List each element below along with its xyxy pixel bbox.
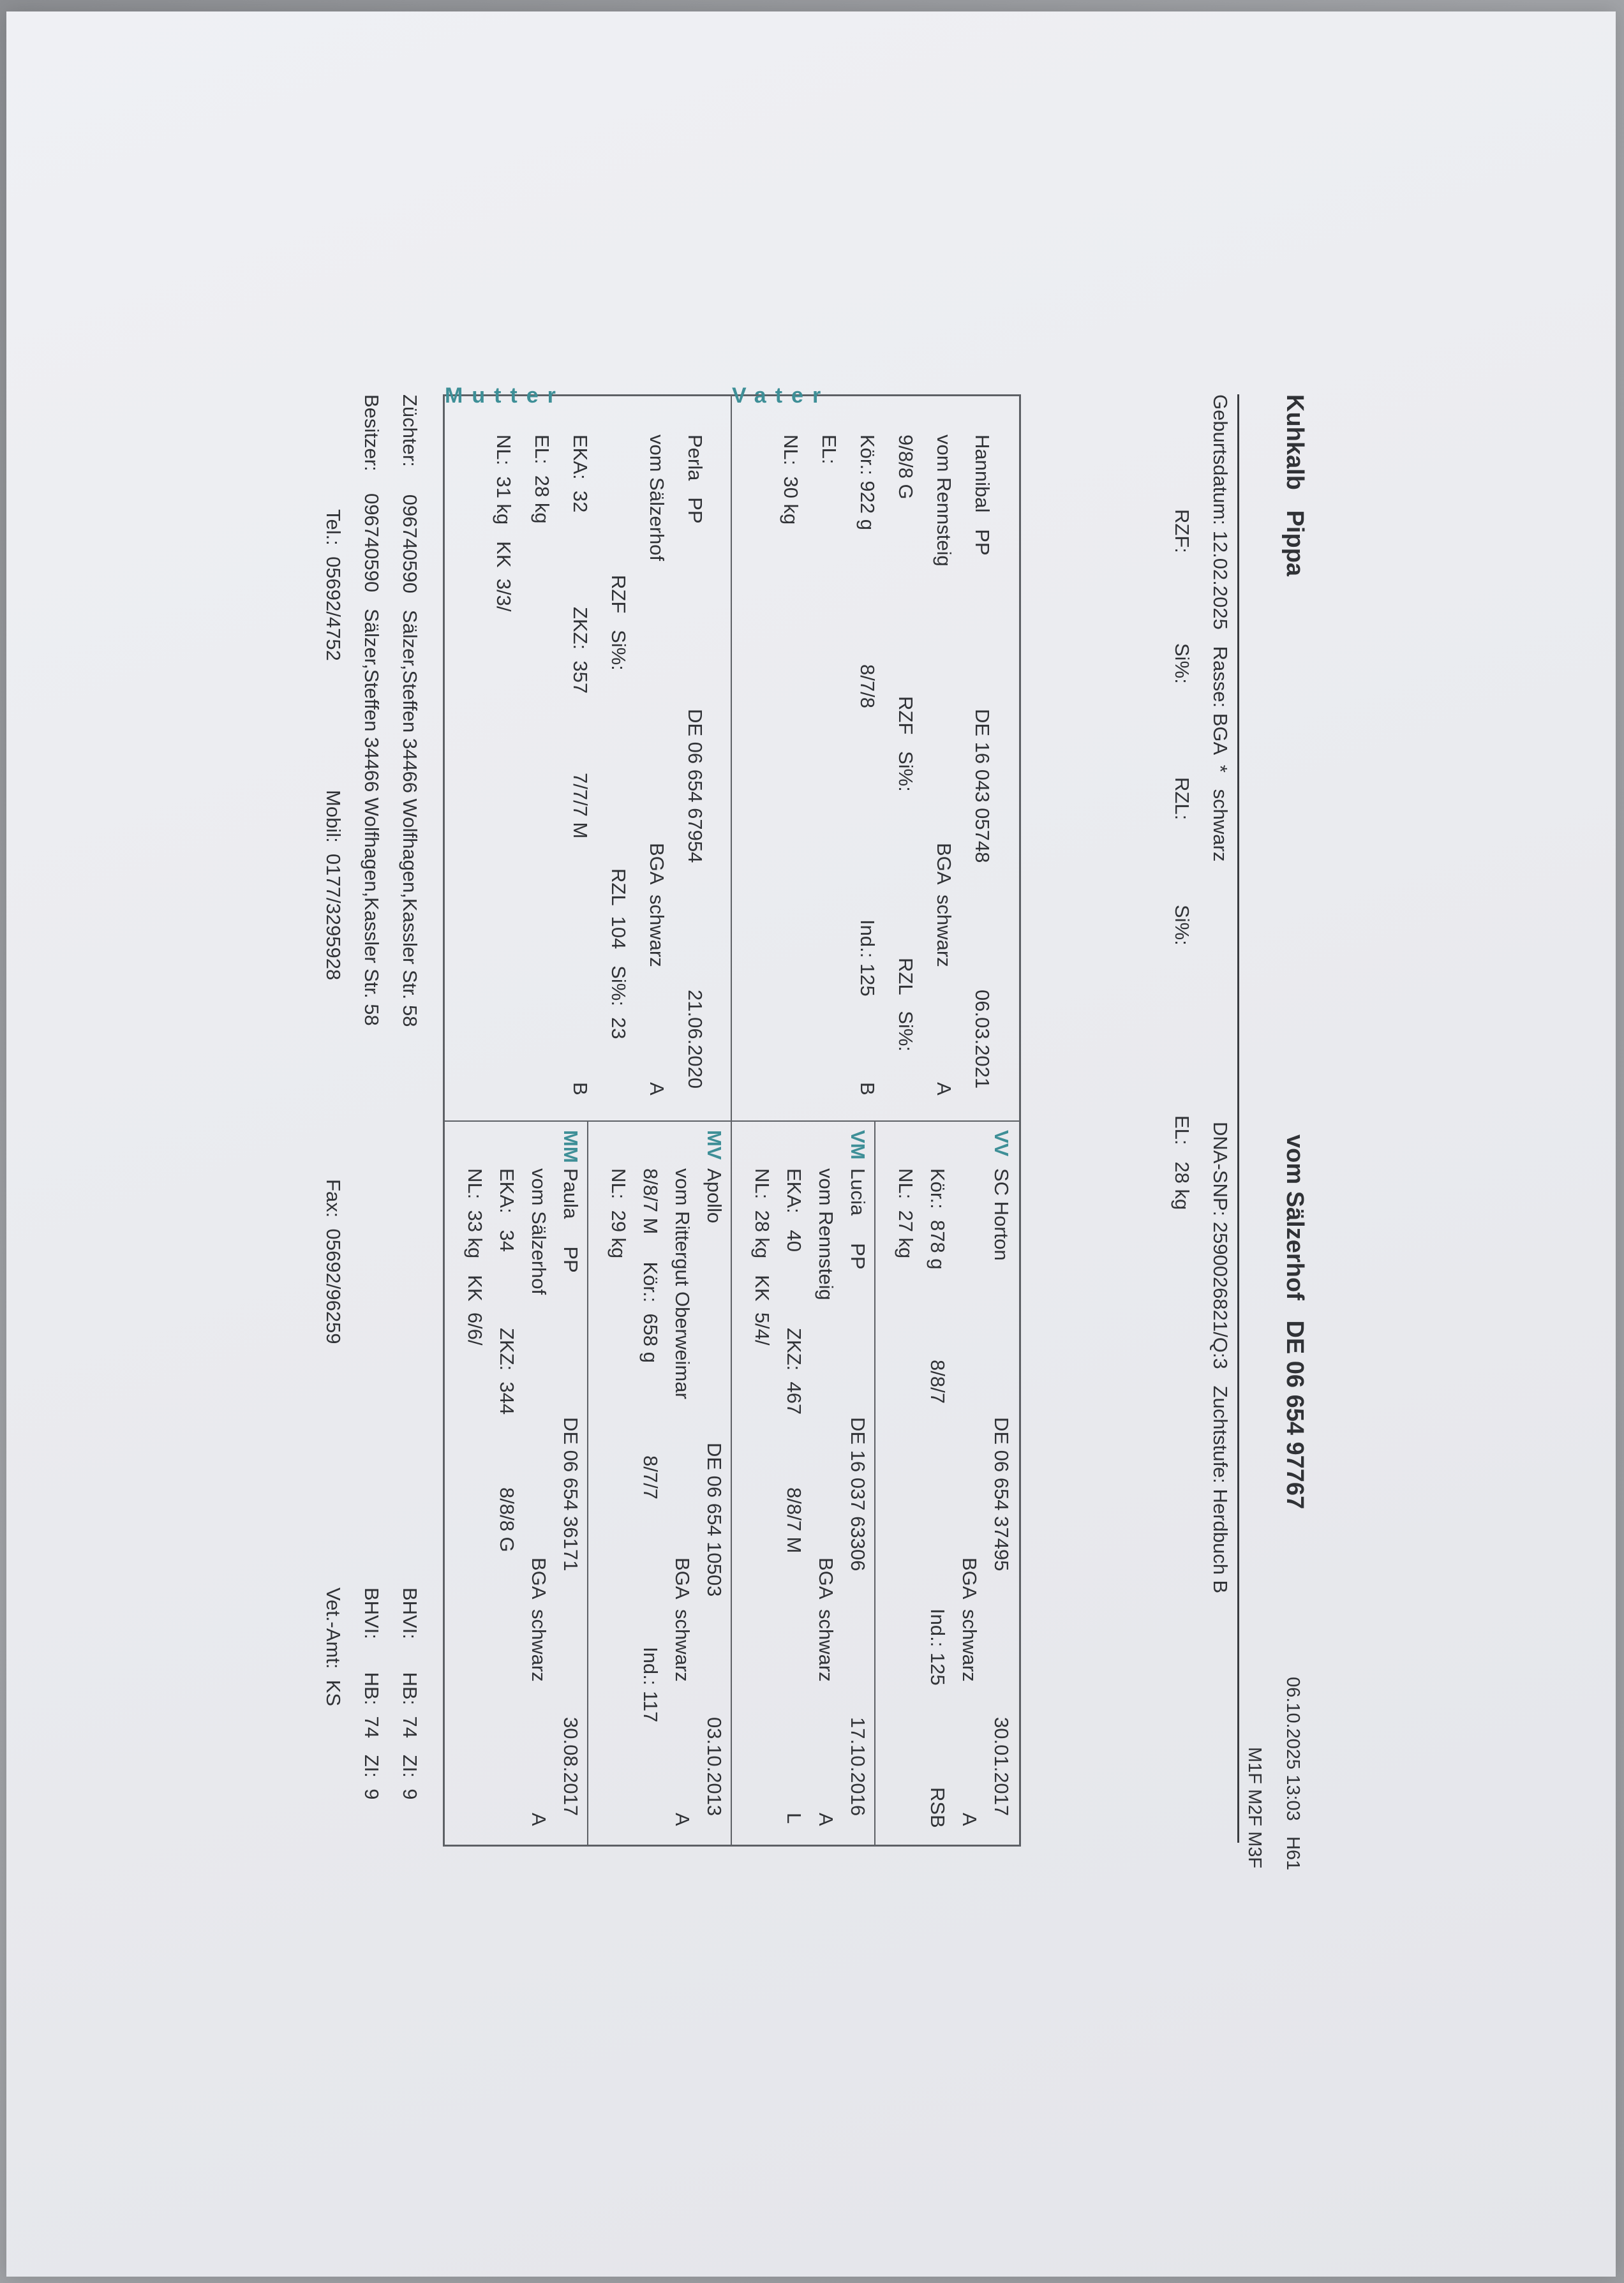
mm-name: Paula PP (560, 1168, 582, 1273)
mm-score: 8/8/8 G (496, 1487, 518, 1552)
mutter-el: EL: 28 kg (531, 435, 553, 524)
vm-herd: vom Rennsteig (815, 1168, 837, 1300)
vater-koer-score: 8/7/8 (856, 664, 879, 708)
vater-name: Hannibal PP (971, 435, 994, 556)
vater-koer: Kör.: 922 g (856, 435, 879, 530)
mutter-class: B (569, 1082, 592, 1096)
mm-tag: MM (560, 1130, 582, 1163)
phone: Tel.: 05692/4752 (322, 509, 345, 661)
pedigree-document (236, 383, 1308, 1951)
mutter-grade: A (646, 1082, 668, 1096)
mutter-grandparents-divider (587, 1120, 588, 1845)
si-label-2: Si%: (1171, 905, 1193, 946)
mutter-herd: vom Sälzerhof (646, 435, 668, 561)
vater-rzf: RZF Si%: (895, 696, 917, 792)
vater-label: Vater (732, 383, 830, 408)
calf-name: Kuhkalb Pippa (1281, 394, 1308, 577)
vv-birthdate: 30.01.2017 (990, 1717, 1013, 1817)
mm-grade: A (528, 1813, 550, 1826)
mv-tag: MV (703, 1130, 726, 1160)
vv-name: SC Horton (990, 1168, 1013, 1261)
vv-grade: A (958, 1813, 981, 1826)
owner-line: Besitzer: 096740590 Sälzer,Steffen 34466 Wolfhagen,Kassler Str. 58 (361, 394, 383, 1026)
vater-ind: Ind.: 125 (856, 919, 879, 997)
pedigree-table (443, 383, 1021, 1847)
mv-herd: vom Rittergut Oberweimar (671, 1168, 694, 1399)
vm-zkz: ZKZ: 467 (783, 1328, 805, 1415)
vater-grandparents-divider (874, 1120, 875, 1845)
mv-ind: Ind.: 117 (639, 1647, 662, 1723)
vm-score: 8/8/7 M (783, 1487, 805, 1554)
mutter-zkz: ZKZ: 357 (569, 607, 592, 694)
mm-nl: NL: 33 kg KK 6/6/ (464, 1168, 486, 1346)
header-rule (1237, 394, 1239, 1843)
paper-sheet (6, 11, 1616, 2277)
vet-office: Vet.-Amt: KS (322, 1588, 345, 1707)
mutter-breed: BGA schwarz (646, 843, 668, 967)
mutter-birthdate: 21.06.2020 (684, 990, 706, 1089)
vater-herd: vom Rennsteig (933, 435, 955, 567)
mobile: Mobil: 0177/3295928 (322, 790, 345, 981)
mutter-label: Mutter (445, 383, 565, 408)
vater-score: 9/8/8 G (895, 435, 917, 500)
mutter-eka: EKA: 32 (569, 435, 592, 513)
vm-nl: NL: 28 kg KK 5/4/ (751, 1168, 773, 1346)
mv-id: DE 06 654 10503 (703, 1443, 726, 1597)
vm-grade: A (815, 1813, 837, 1826)
vater-el: EL: (818, 435, 840, 465)
mutter-name: Perla PP (684, 435, 706, 524)
mutter-id: DE 06 654 67954 (684, 709, 706, 863)
fax: Fax: 05692/96259 (322, 1179, 345, 1344)
vv-breed: BGA schwarz (958, 1558, 981, 1682)
rzl-label: RZL: (1171, 777, 1193, 821)
bhvi-owner: BHVI: HB: 74 ZI: 9 (361, 1588, 383, 1800)
mv-name: Apollo (703, 1168, 726, 1224)
mv-grade: A (671, 1813, 694, 1826)
marker-codes: M1F M2F M3F (1244, 1747, 1265, 1869)
mv-birthdate: 03.10.2013 (703, 1717, 726, 1817)
vv-nl: NL: 27 kg (895, 1168, 917, 1259)
dna-breeding-line: DNA-SNP: 2590026821/Q:3 Zuchtstufe: Herdbuch B (1209, 1122, 1232, 1594)
vater-birthdate: 06.03.2021 (971, 990, 994, 1089)
vm-id: DE 16 037 63306 (847, 1417, 869, 1572)
mutter-nl: NL: 31 kg KK 3/3/ (493, 435, 515, 612)
mm-breed: BGA schwarz (528, 1558, 550, 1682)
mm-eka: EKA: 34 (496, 1168, 518, 1252)
vm-breed: BGA schwarz (815, 1558, 837, 1682)
herd-and-id: vom Sälzerhof DE 06 654 97767 (1281, 1134, 1308, 1510)
vv-ind: Ind.: 125 (927, 1609, 949, 1686)
bhvi-breeder: BHVI: HB: 74 ZI: 9 (399, 1588, 421, 1800)
mutter-score: 7/7/7 M (569, 773, 592, 839)
vv-id: DE 06 654 37495 (990, 1417, 1013, 1572)
vv-koer-score: 8/8/7 (927, 1360, 949, 1404)
mutter-rzl: RZL 104 Si%: 23 (607, 868, 630, 1039)
mm-zkz: ZKZ: 344 (496, 1328, 518, 1415)
birth-breed-line: Geburtsdatum: 12.02.2025 Rasse: BGA * schwarz (1209, 394, 1232, 862)
mv-score-koer: 8/8/7 M Kör.: 658 g (639, 1168, 662, 1364)
vater-grade: A (933, 1082, 955, 1096)
mv-koer-score: 8/7/7 (639, 1455, 662, 1499)
mutter-rzf: RZF Si%: (607, 575, 630, 671)
vm-eka: EKA: 40 (783, 1168, 805, 1252)
vm-tag: VM (847, 1130, 869, 1160)
vater-id: DE 16 043 05748 (971, 709, 994, 863)
si-label: Si%: (1171, 643, 1193, 684)
vv-koer: Kör.: 878 g (927, 1168, 949, 1270)
vater-nl: NL: 30 kg (780, 435, 802, 525)
vater-class: B (856, 1082, 879, 1096)
vm-name: Lucia PP (847, 1168, 869, 1270)
vater-rzl: RZL Si%: (895, 958, 917, 1052)
vv-tag: VV (990, 1130, 1013, 1157)
mv-nl: NL: 29 kg (607, 1168, 630, 1259)
mm-birthdate: 30.08.2017 (560, 1717, 582, 1817)
mm-id: DE 06 654 36171 (560, 1417, 582, 1572)
breeder-line: Züchter: 096740590 Sälzer,Steffen 34466 Wolfhagen,Kassler Str. 58 (399, 394, 421, 1027)
vater-breed: BGA schwarz (933, 843, 955, 967)
center-divider (445, 1120, 1019, 1122)
mm-herd: vom Sälzerhof (528, 1168, 550, 1295)
el-value: EL: 28 kg (1171, 1115, 1193, 1210)
mv-breed: BGA schwarz (671, 1558, 694, 1682)
rzf-label: RZF: (1171, 509, 1193, 553)
middle-divider (731, 396, 732, 1845)
print-timestamp: 06.10.2025 13:03 H61 (1283, 1677, 1303, 1871)
vm-birthdate: 17.10.2016 (847, 1717, 869, 1817)
vm-class: L (783, 1813, 805, 1824)
vv-class: RSB (927, 1787, 949, 1828)
